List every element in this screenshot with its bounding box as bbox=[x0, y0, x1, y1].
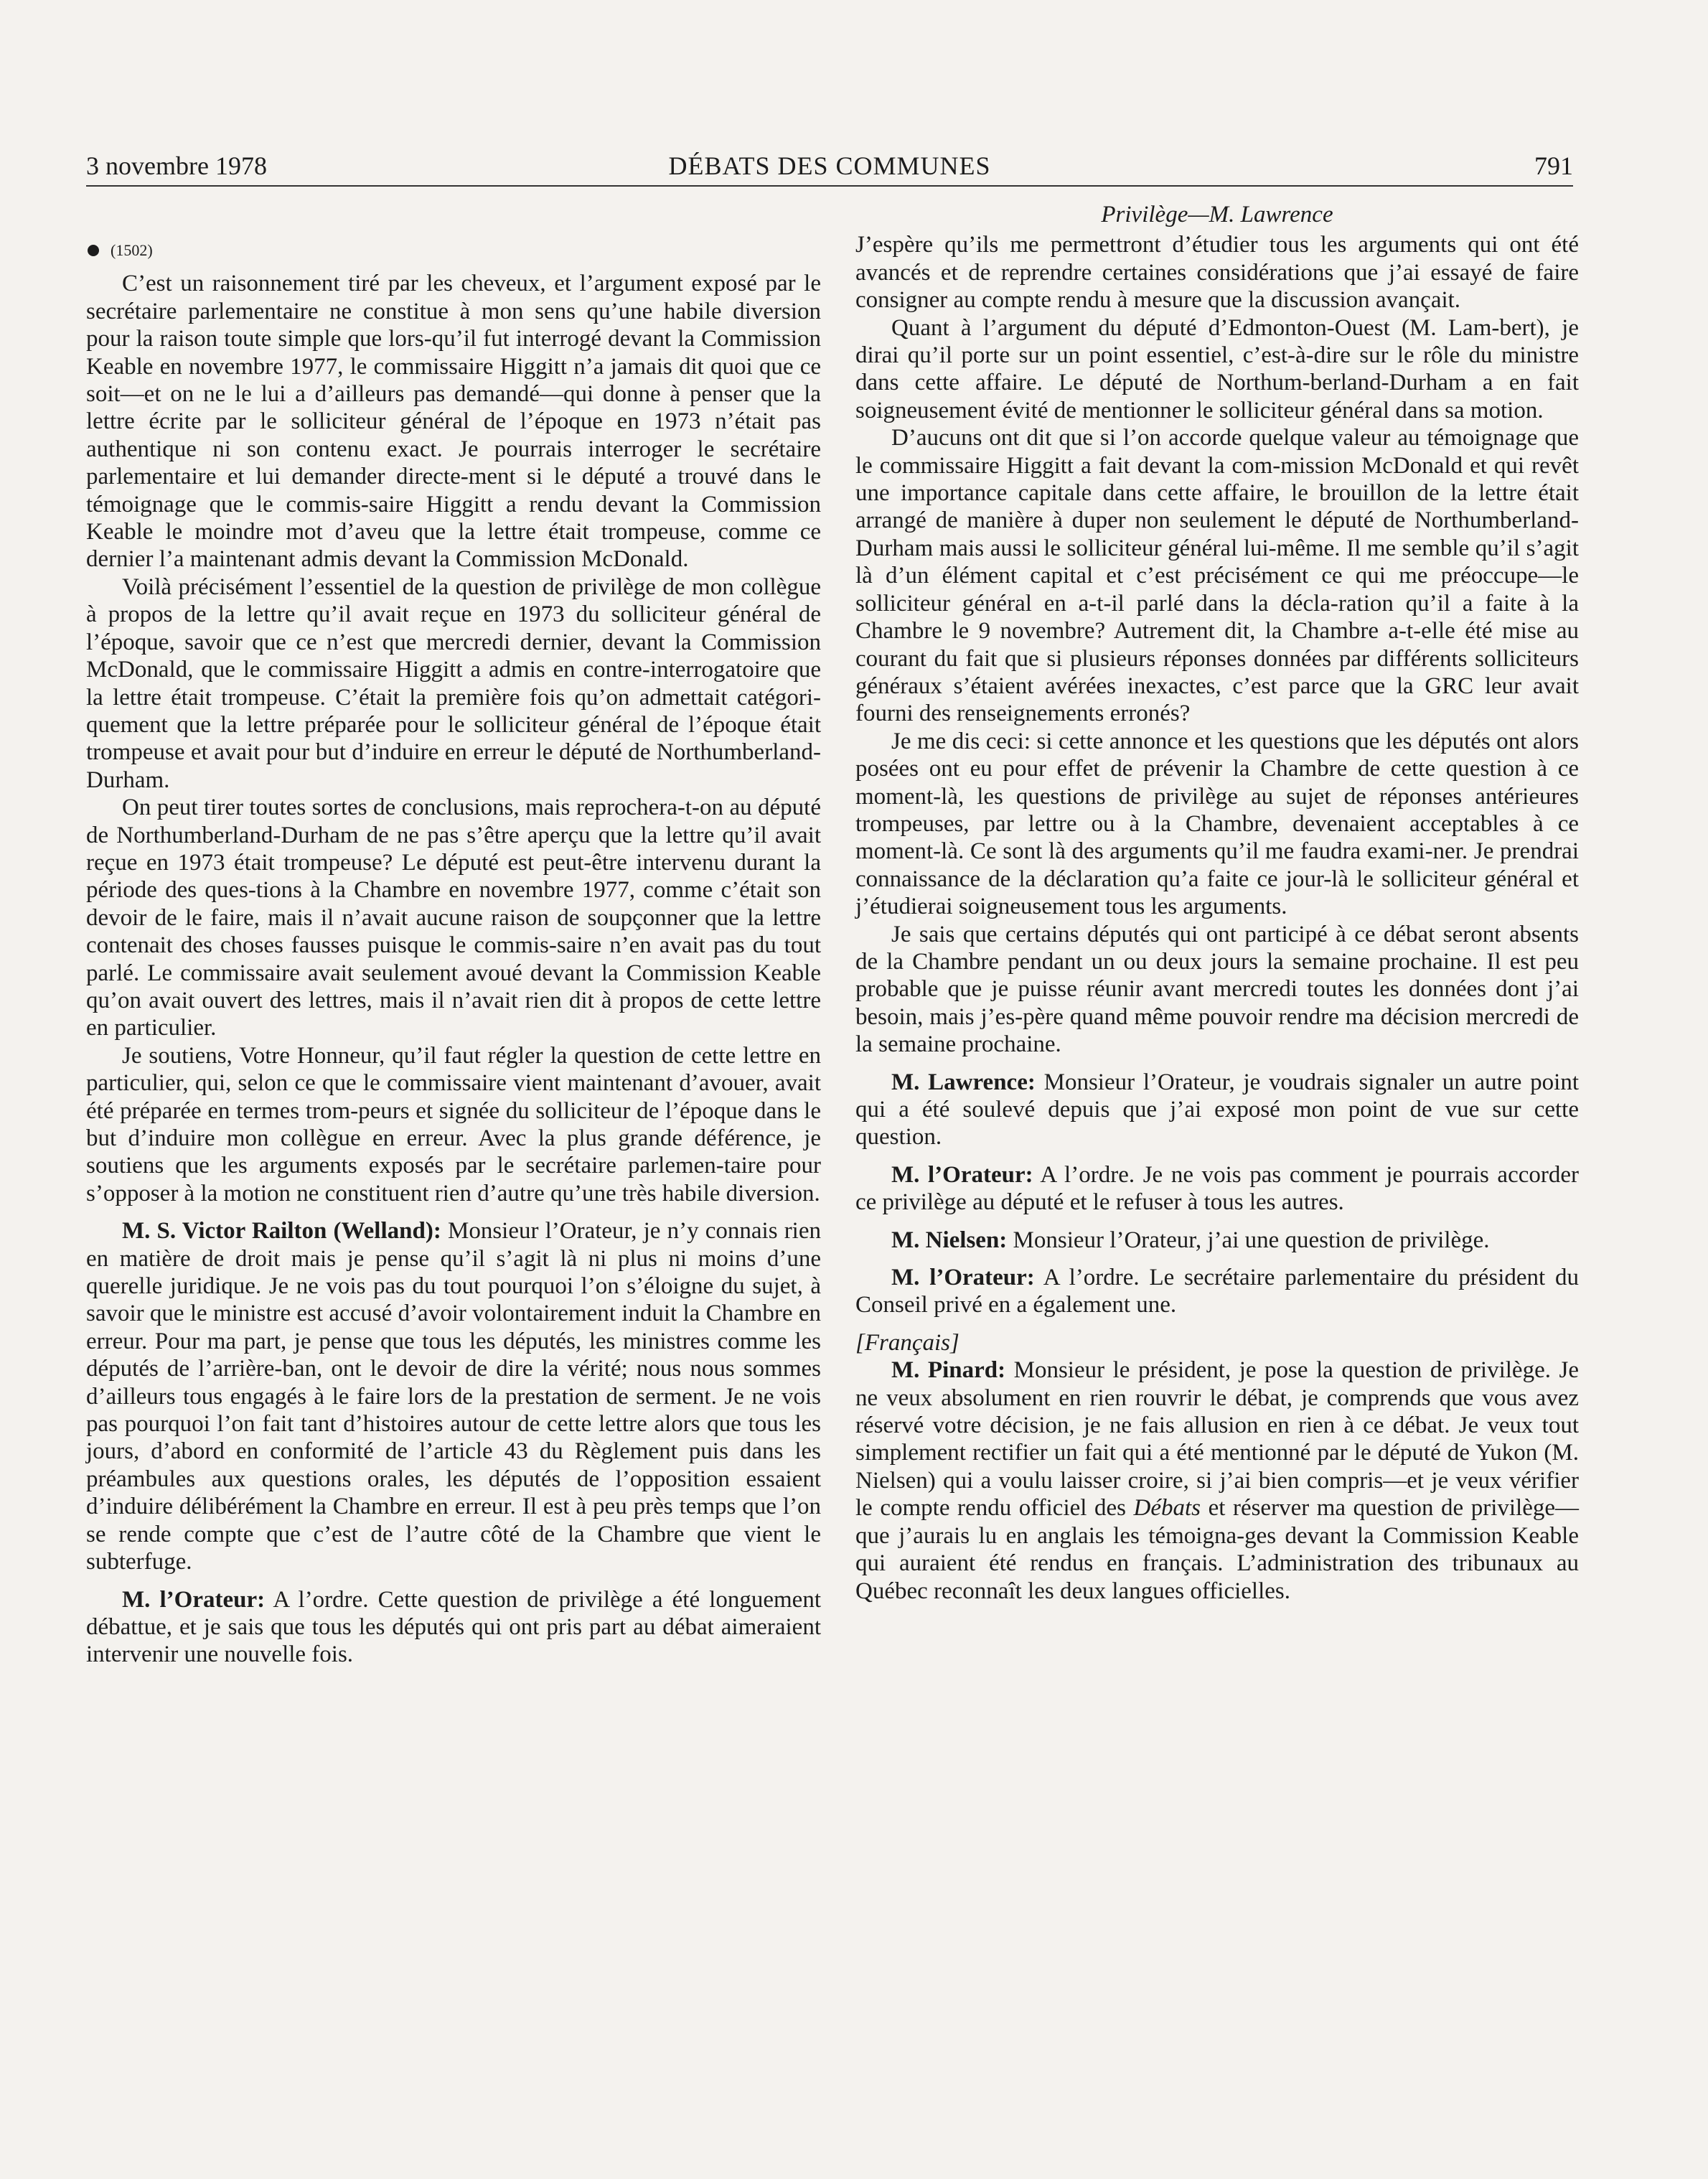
speaker-name: M. Pinard: bbox=[891, 1357, 1006, 1384]
speech-lawrence bbox=[855, 1069, 1579, 1151]
speech-text: A l’ordre. Je ne vois pas comment je pourrais accorder ce privilège au député et le refuser à tous les autres. bbox=[855, 1161, 1579, 1216]
speaker-name: M. l’Orateur: bbox=[891, 1265, 1035, 1291]
bullet-icon bbox=[88, 245, 99, 256]
speech-text: Monsieur l’Orateur, je voudrais signaler un autre point qui a été soulevé depuis que j’ai exposé mon point de vue sur cette question. bbox=[855, 1069, 1580, 1151]
right-column bbox=[855, 201, 1579, 1605]
paragraph: Je soutiens, Votre Honneur, qu’il faut régler la question de cette lettre en particulier, qui, selon ce que le commissaire vient maintenant d’avouer, avait été préparée en termes trom-peurs et signée du solliciteur de l’époque dans le but d’induire mon collègue en erreur. Avec la plus grande déférence, je soutiens que les arguments exposés par le secrétaire parlemen-taire pour s’opposer à la motion ne constituent rien d’autre qu’une très habile diversion. bbox=[86, 1042, 821, 1206]
paragraph: J’espère qu’ils me permettront d’étudier tous les arguments qui ont été avancés et de reprendre certaines considérations que j’ai essayé de faire consigner au compte rendu à mesure que la discussion avançait. bbox=[855, 232, 1579, 314]
paragraph: D’aucuns ont dit que si l’on accorde quelque valeur au témoignage que le commissaire Higgitt a fait devant la com-mission McDonald et qui revêt une importance capitale dans cette affaire, le brouillon de la lettre était arrangé de manière à duper non seulement le député de Northumberland-Durham mais aussi le solliciteur général lui-même. Il me semble qu’il s’agit là d’un élément capital et c’est précisément ce qui me préoccupe—le solliciteur général en a-t-il parlé dans la décla-ration qu’il a faite à la Chambre le 9 novembre? Autrement dit, la Chambre a-t-elle été mise au courant du fait que si plusieurs réponses données par différents solliciteurs généraux s’étaient avérées inexactes, c’est parce que la GRC leur avait fourni des renseignements erronés? bbox=[855, 425, 1579, 727]
speech-pinard bbox=[855, 1356, 1579, 1605]
paragraph: Je sais que certains députés qui ont participé à ce débat seront absents de la Chambre pendant un ou deux jours la semaine prochaine. Il est peu probable que je puisse réunir avant mercredi toutes les données dont j’ai besoin, mais j’es-père quand même pouvoir rendre ma décision mercredi de la semaine prochaine. bbox=[855, 921, 1579, 1058]
language-note: [Français] bbox=[855, 1329, 959, 1356]
paragraph: C’est un raisonnement tiré par les cheveux, et l’argument exposé par le secrétaire parlementaire ne constitue à mon sens qu’une habile diversion pour la raison toute simple que lors-qu’il fut interrogé devant la Commission Keable en novembre 1977, le commissaire Higgitt n’a jamais dit quoi que ce soit—et on ne le lui a d’ailleurs pas demandé—qui donne à penser que la lettre écrite par le solliciteur général de l’époque en 1973 n’était pas authentique ni son contenu exact. Je pourrais interroger le secrétaire parlementaire et lui demander directe-ment si le député a trouvé dans le témoignage que le commis-saire Higgitt a rendu devant la Commission Keable le moindre mot d’aveu que la lettre était trompeuse, comme ce dernier l’a maintenant admis devant la Commission McDonald. bbox=[86, 271, 821, 573]
speech-text: A l’ordre. Le secrétaire parlementaire du président du Conseil privé en a également une. bbox=[855, 1265, 1579, 1318]
speech-text: et réserver ma question de privilège—que j’aurais lu en anglais les témoigna-ges devant la Commission Keable qui auraient été rendus en français. L’administration des tribunaux au Québec reconnaît les deux langues officielles. bbox=[855, 1495, 1579, 1604]
time-marker bbox=[86, 237, 821, 264]
header-date: 3 novembre 1978 bbox=[86, 151, 267, 180]
speaker-name: M. S. Victor Railton (Welland): bbox=[122, 1218, 441, 1245]
speech-orateur bbox=[855, 1161, 1579, 1217]
speech-nielsen bbox=[855, 1227, 1579, 1254]
speech-orateur bbox=[855, 1264, 1579, 1319]
page-number: 791 bbox=[1534, 151, 1573, 180]
header-rule bbox=[86, 185, 1573, 187]
italic-term: Débats bbox=[1133, 1495, 1201, 1522]
paragraph: Voilà précisément l’essentiel de la question de privilège de mon collègue à propos de la lettre qu’il avait reçue en 1973 du solliciteur général de l’époque, savoir que ce n’est que mercredi dernier, devant la Commission McDonald, que le commissaire Higgitt a admis en contre-interrogatoire que la lettre était trompeuse. C’était la première fois qu’on admettait catégori-quement que la lettre préparée pour le solliciteur général de l’époque était trompeuse et avait pour but d’induire en erreur le député de Northumberland-Durham. bbox=[86, 573, 821, 793]
speaker-name: M. Lawrence: bbox=[891, 1069, 1036, 1095]
time-marker-text: (1502) bbox=[111, 241, 153, 259]
running-head: Privilège—M. Lawrence bbox=[1101, 202, 1333, 228]
speech-railton bbox=[86, 1217, 821, 1575]
page-header bbox=[86, 149, 1573, 184]
paragraph: On peut tirer toutes sortes de conclusions, mais reprochera-t-on au député de Northumberland-Durham de ne pas s’être aperçu que la lettre qu’il avait reçue en 1973 était trompeuse? Le député est peut-être intervenu durant la période des ques-tions à la Chambre en novembre 1977, comme c’était son devoir de le faire, mais il n’avait aucune raison de soupçonner que la lettre contenait des choses fausses puisque le commis-saire n’en avait pas du tout parlé. Le commissaire avait seulement avoué devant la Commission Keable qu’on avait ouvert des lettres, mais il n’avait rien dit à propos de cette lettre en particulier. bbox=[86, 795, 821, 1041]
speaker-name: M. Nielsen: bbox=[891, 1227, 1008, 1253]
speech-text: Monsieur l’Orateur, je n’y connais rien en matière de droit mais je pense qu’il s’agit là ni plus ni moins d’une querelle juridique. Je ne vois pas du tout pourquoi l’on s’éloigne du sujet, à savoir que le ministre est accusé d’avoir volontairement induit la Chambre en erreur. Pour ma part, je pense que tous les députés, les ministres comme les députés de l’arrière-ban, ont le devoir de dire la vérité; nous nous sommes d’ailleurs tous engagés à le faire lors de la prestation de serment. Je ne vois pas pourquoi l’on fait tant d’histoires autour de cette lettre alors que tous les jours, d’abord en conformité de l’article 43 du Règlement puis dans les préambules aux questions orales, les députés de l’opposition essaient d’induire délibérément la Chambre en erreur. Il est à peu près temps que l’on se rende compte que c’est de l’autre côté de la Chambre que vient le subterfuge. bbox=[86, 1218, 821, 1575]
paragraph: Je me dis ceci: si cette annonce et les questions que les députés ont alors posées ont eu pour effet de prévenir la Chambre de cette question à ce moment-là, les questions de privilège au sujet de réponses antérieures trompeuses, par lettre ou à la Chambre, devenaient acceptables à ce moment-là. Ce sont là des arguments qu’il me faudra exami-ner. Je prendrai connaissance de la déclaration qu’a faite ce jour-là le solliciteur général et j’étudierai soigneusement tous les arguments. bbox=[855, 728, 1579, 920]
header-title: DÉBATS DES COMMUNES bbox=[668, 151, 991, 180]
speech-text: Monsieur le président, je pose la question de privilège. Je ne veux absolument en rien rouvrir le débat, je comprends que vous avez réservé votre décision, je ne fais allusion en rien à ce débat. Je veux tout simplement rectifier un fait qui a été mentionné par le député de Yukon (M. Nielsen) qui a voulu laisser croire, si j’ai bien compris—et je veux vérifier le compte rendu officiel des bbox=[855, 1357, 1579, 1522]
speech-text: Monsieur l’Orateur, j’ai une question de privilège. bbox=[1007, 1227, 1490, 1253]
speech-orateur bbox=[86, 1586, 821, 1669]
speaker-name: M. l’Orateur: bbox=[891, 1161, 1033, 1188]
speech-text: A l’ordre. Cette question de privilège a été longuement débattue, et je sais que tous les députés qui ont pris part au débat aimeraient intervenir une nouvelle fois. bbox=[86, 1586, 821, 1668]
speaker-name: M. l’Orateur: bbox=[122, 1586, 266, 1613]
left-column bbox=[86, 237, 821, 1669]
paragraph: Quant à l’argument du député d’Edmonton-Ouest (M. Lam-bert), je dirai qu’il porte sur un point essentiel, c’est-à-dire sur le rôle du ministre dans cette affaire. Le député de Northum-berland-Durham a en fait soigneusement évité de mentionner le solliciteur général dans sa motion. bbox=[855, 314, 1579, 423]
